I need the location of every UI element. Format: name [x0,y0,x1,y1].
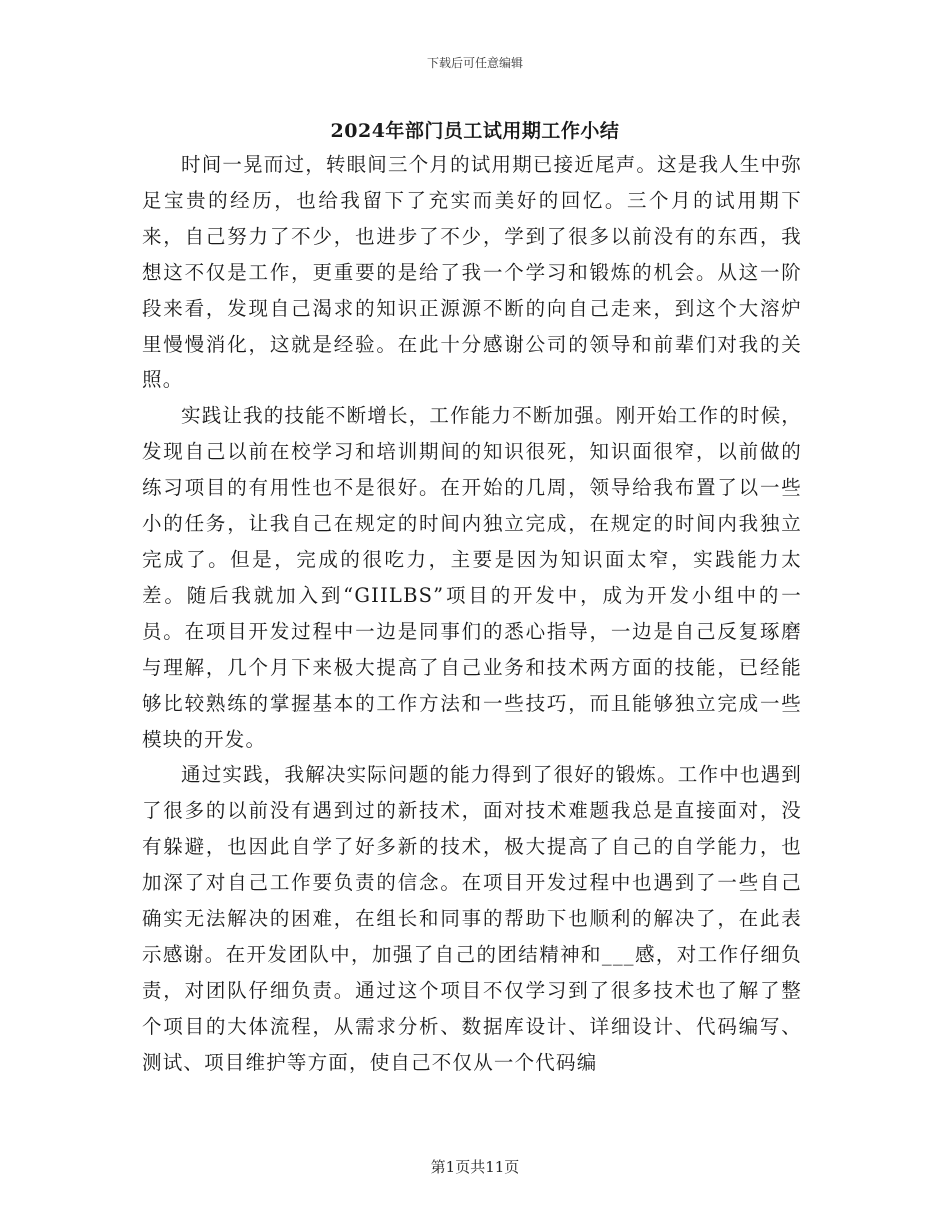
paragraph: 实践让我的技能不断增长，工作能力不断加强。刚开始工作的时候，发现自己以前在校学习和培训期间的知识很死，知识面很窄，以前做的练习项目的有用性也不是很好。在开始的几周，领导给我布置了以一些小的任务，让我自己在规定的时间内独立完成，在规定的时间内我独立完成了。但是，完成的很吃力，主要是因为知识面太窄，实践能力太差。随后我就加入到“GIILBS”项目的开发中，成为开发小组中的一员。在项目开发过程中一边是同事们的悉心指导，一边是自己反复琢磨与理解，几个月下来极大提高了自己业务和技术两方面的技能，已经能够比较熟练的掌握基本的工作方法和一些技巧，而且能够独立完成一些模块的开发。 [142,404,803,751]
document-title: 2024年部门员工试用期工作小结 [330,120,620,142]
page-footer: 第1页共11页 [430,1158,520,1176]
paragraph: 时间一晃而过，转眼间三个月的试用期已接近尾声。这是我人生中弥足宝贵的经历，也给我留下了充实而美好的回忆。三个月的试用期下来，自己努力了不少，也进步了不少，学到了很多以前没有的东西，我想这不仅是工作，更重要的是给了我一个学习和锻炼的机会。从这一阶段来看，发现自己渴求的知识正源源不断的向自己走来，到这个大溶炉里慢慢消化，这就是经验。在此十分感谢公司的领导和前辈们对我的关照。 [142,153,803,392]
header-note: 下载后可任意编辑 [426,56,523,70]
paragraph: 通过实践，我解决实际问题的能力得到了很好的锻炼。工作中也遇到了很多的以前没有遇到过的新技术，面对技术难题我总是直接面对，没有躲避，也因此自学了好多新的技术，极大提高了自己的自学能力，也加深了对自己工作要负责的信念。在项目开发过程中也遇到了一些自己确实无法解决的困难，在组长和同事的帮助下也顺利的解决了，在此表示感谢。在开发团队中，加强了自己的团结精神和___感，对工作仔细负责，对团队仔细负责。通过这个项目不仅学习到了很多技术也了解了整个项目的大体流程，从需求分析、数据库设计、详细设计、代码编写、测试、项目维护等方面，使自己不仅从一个代码编 [142,763,803,1074]
document-body [142,147,802,1081]
